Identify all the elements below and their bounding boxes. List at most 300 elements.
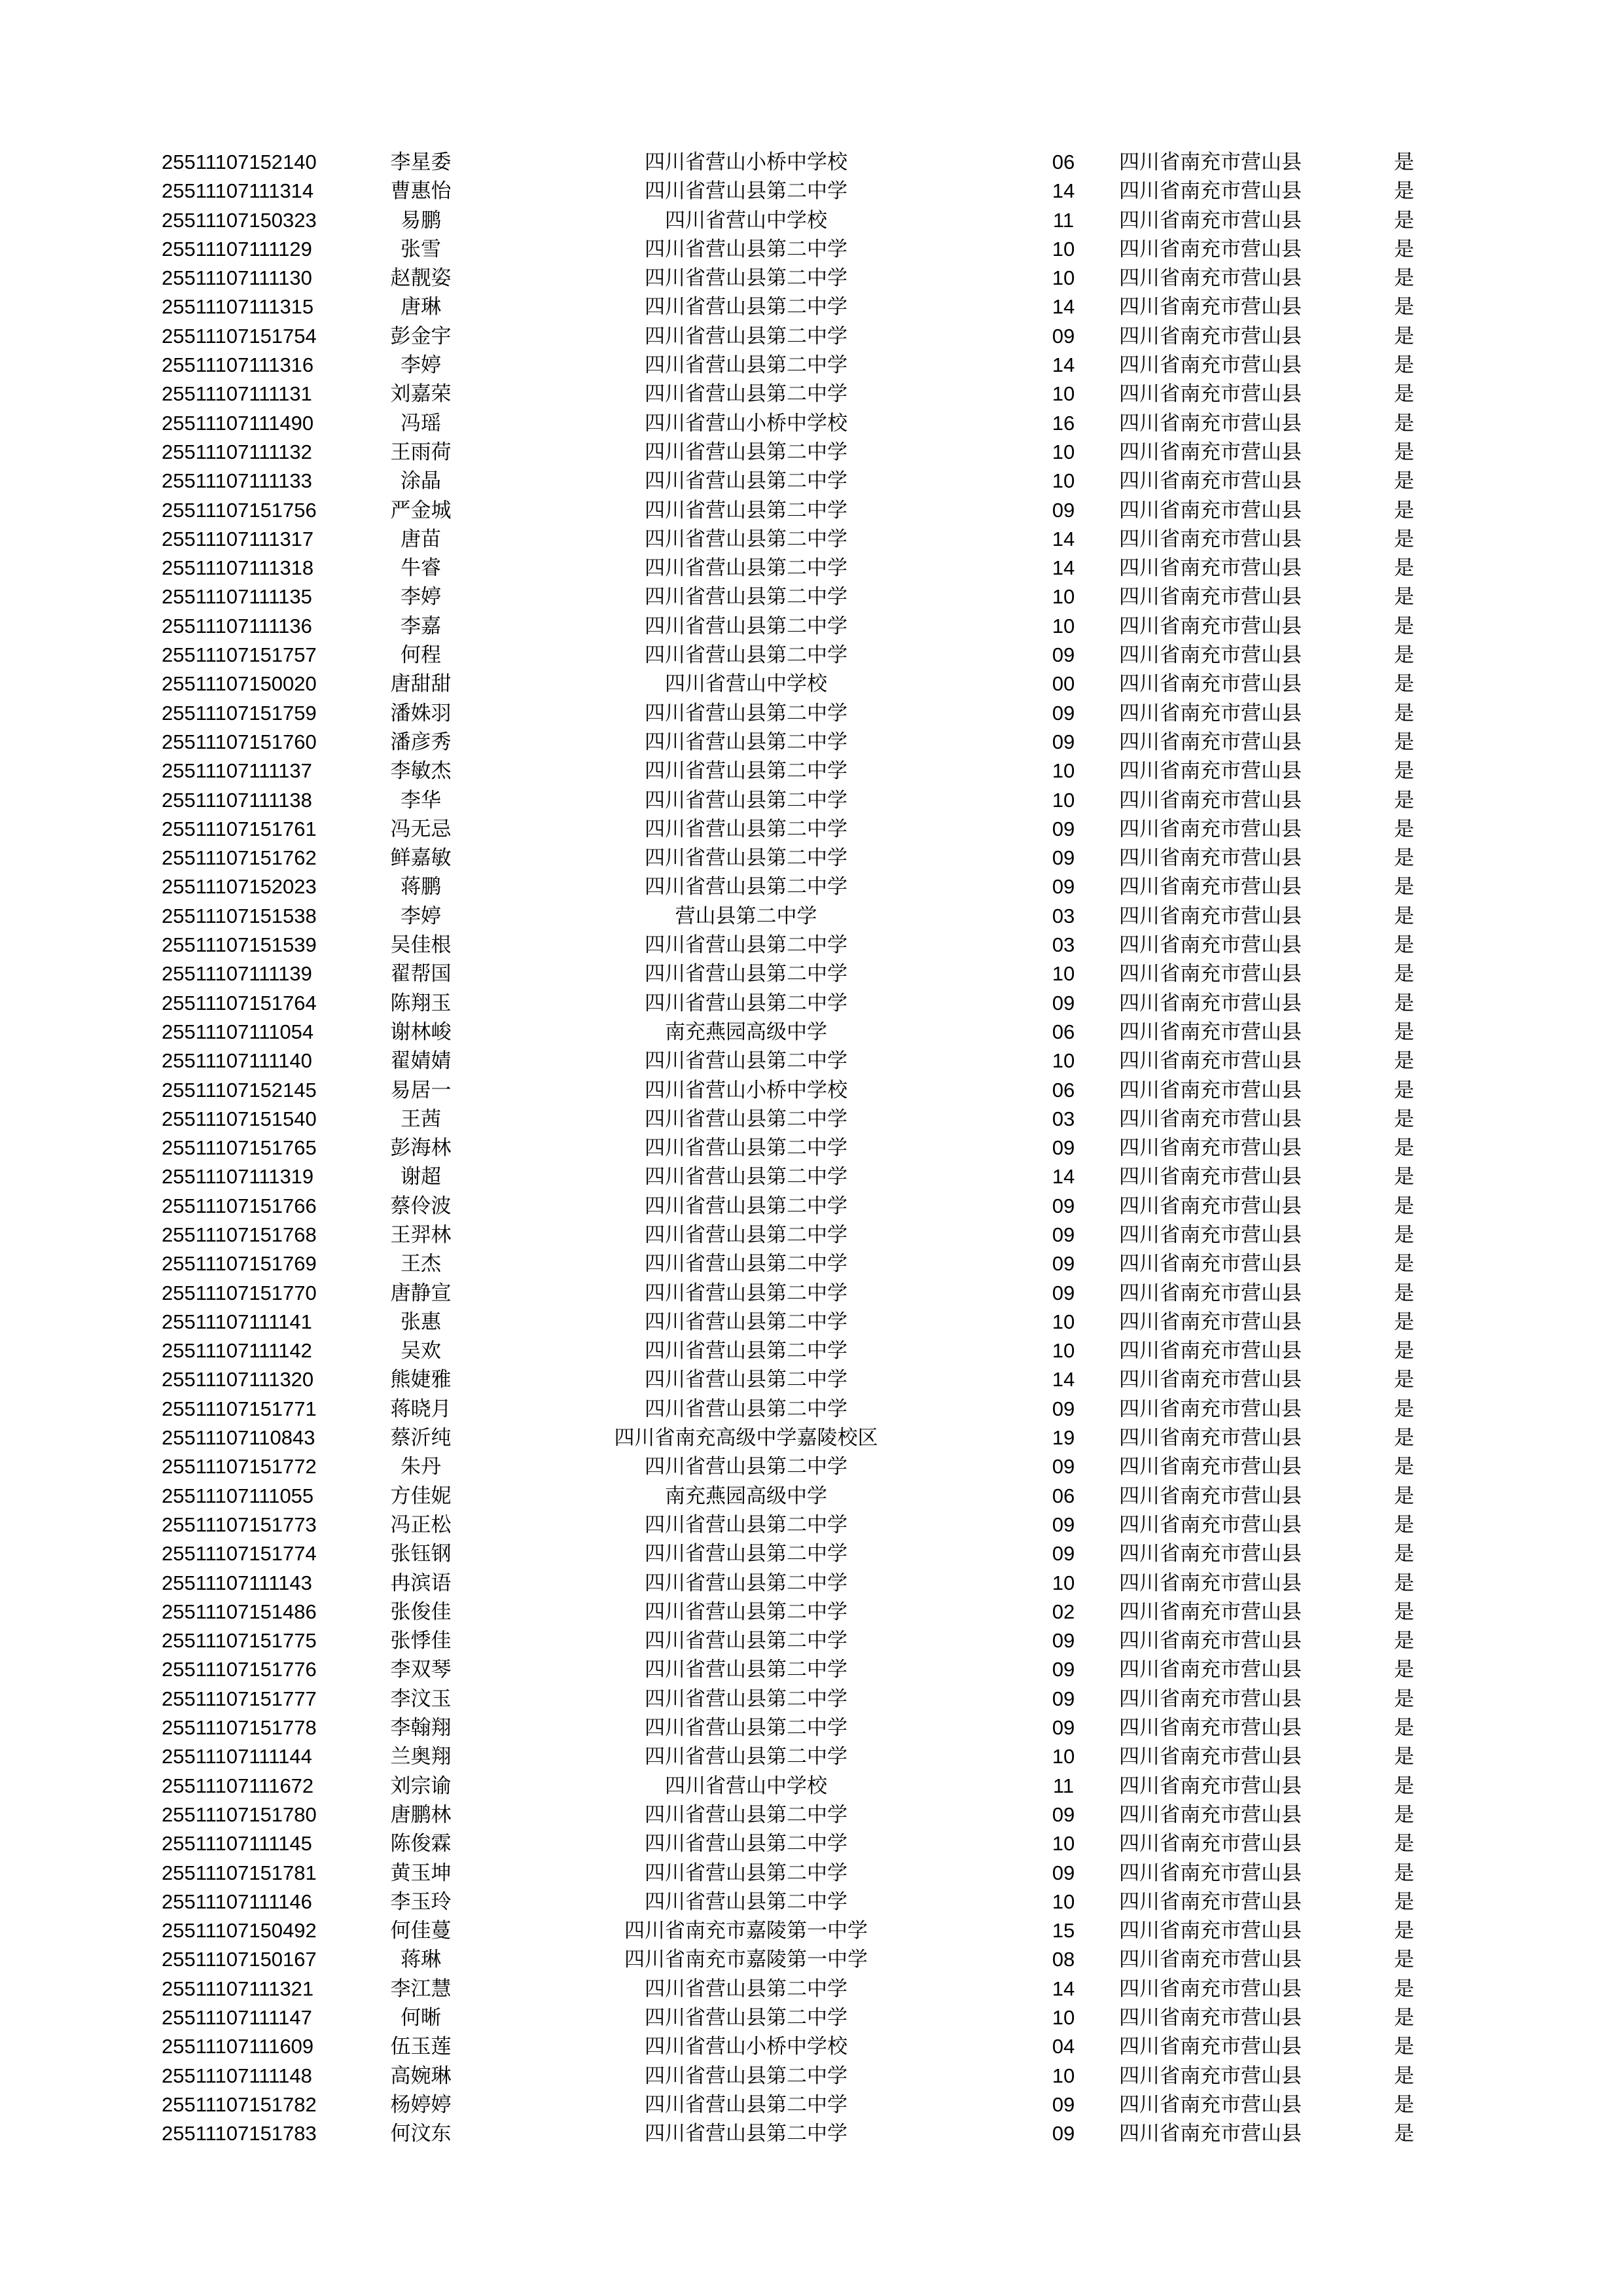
student-name-cell: 翟帮国 xyxy=(390,962,452,986)
region-cell: 四川省南充市营山县 xyxy=(1119,498,1302,522)
student-name-cell: 何汶东 xyxy=(390,2122,452,2146)
flag-cell: 是 xyxy=(1394,1890,1414,1914)
region-cell: 四川省南充市营山县 xyxy=(1119,962,1302,986)
flag-cell: 是 xyxy=(1394,1252,1414,1276)
school-name-cell: 四川省营山县第二中学 xyxy=(645,1571,847,1595)
code-cell: 06 xyxy=(1052,151,1075,173)
flag-cell: 是 xyxy=(1394,266,1414,291)
flag-cell: 是 xyxy=(1394,730,1414,754)
school-name-cell: 四川省营山县第二中学 xyxy=(645,353,847,378)
candidate-id-cell: 25511107151775 xyxy=(162,1629,317,1653)
student-name-cell: 张俊佳 xyxy=(390,1600,452,1624)
region-cell: 四川省南充市营山县 xyxy=(1119,1513,1302,1537)
table-row xyxy=(0,1221,1623,1249)
school-name-cell: 四川省营山县第二中学 xyxy=(645,991,847,1015)
school-name-cell: 四川省营山县第二中学 xyxy=(645,585,847,609)
student-name-cell: 鲜嘉敏 xyxy=(390,846,452,870)
code-cell: 02 xyxy=(1052,1600,1075,1623)
code-cell: 10 xyxy=(1052,1745,1075,1768)
candidate-id-cell: 25511107111130 xyxy=(162,266,312,290)
candidate-id-cell: 25511107150323 xyxy=(162,208,317,232)
region-cell: 四川省南充市营山县 xyxy=(1119,1977,1302,2001)
school-name-cell: 四川省营山县第二中学 xyxy=(645,1658,847,1682)
code-cell: 10 xyxy=(1052,788,1075,812)
candidate-id-cell: 25511107151762 xyxy=(162,846,317,870)
candidate-id-cell: 25511107152023 xyxy=(162,875,317,899)
candidate-id-cell: 25511107111132 xyxy=(162,440,312,463)
school-name-cell: 四川省营山县第二中学 xyxy=(645,1687,847,1711)
school-name-cell: 四川省营山县第二中学 xyxy=(645,1832,847,1856)
region-cell: 四川省南充市营山县 xyxy=(1119,1136,1302,1160)
school-name-cell: 四川省营山县第二中学 xyxy=(645,1136,847,1160)
region-cell: 四川省南充市营山县 xyxy=(1119,1774,1302,1798)
flag-cell: 是 xyxy=(1394,1948,1414,1972)
student-name-cell: 蒋鹏 xyxy=(401,875,441,899)
flag-cell: 是 xyxy=(1394,179,1414,204)
flag-cell: 是 xyxy=(1394,701,1414,725)
table-row xyxy=(0,1511,1623,1539)
school-name-cell: 四川省营山县第二中学 xyxy=(645,2006,847,2030)
school-name-cell: 四川省南充市嘉陵第一中学 xyxy=(624,1948,868,1972)
candidate-id-cell: 25511107111136 xyxy=(162,614,312,637)
table-row xyxy=(0,1279,1623,1308)
code-cell: 14 xyxy=(1052,179,1075,203)
region-cell: 四川省南充市营山县 xyxy=(1119,1861,1302,1885)
school-name-cell: 四川省营山县第二中学 xyxy=(645,2092,847,2117)
region-cell: 四川省南充市营山县 xyxy=(1119,1165,1302,1189)
flag-cell: 是 xyxy=(1394,2035,1414,2059)
candidate-id-cell: 25511107111148 xyxy=(162,2064,312,2087)
region-cell: 四川省南充市营山县 xyxy=(1119,904,1302,928)
student-name-cell: 朱丹 xyxy=(401,1455,441,1479)
table-row xyxy=(0,1916,1623,1945)
candidate-id-cell: 25511107111144 xyxy=(162,1745,312,1768)
flag-cell: 是 xyxy=(1394,1629,1414,1653)
school-name-cell: 四川省营山小桥中学校 xyxy=(645,2035,847,2059)
table-row xyxy=(0,235,1623,264)
code-cell: 19 xyxy=(1052,1426,1075,1450)
school-name-cell: 四川省营山县第二中学 xyxy=(645,730,847,754)
student-name-cell: 易居一 xyxy=(390,1078,452,1102)
student-name-cell: 翟婧婧 xyxy=(390,1049,452,1073)
flag-cell: 是 xyxy=(1394,1484,1414,1508)
candidate-id-cell: 25511107151777 xyxy=(162,1687,317,1710)
region-cell: 四川省南充市营山县 xyxy=(1119,1194,1302,1218)
student-name-cell: 王茜 xyxy=(401,1107,441,1131)
table-row xyxy=(0,612,1623,641)
school-name-cell: 四川省南充高级中学嘉陵校区 xyxy=(614,1426,878,1450)
code-cell: 10 xyxy=(1052,585,1075,609)
student-name-cell: 刘嘉荣 xyxy=(390,382,452,406)
school-name-cell: 四川省营山县第二中学 xyxy=(645,498,847,522)
school-name-cell: 营山县第二中学 xyxy=(675,904,817,928)
candidate-id-cell: 25511107151781 xyxy=(162,1861,317,1884)
student-name-cell: 蒋晓月 xyxy=(390,1397,452,1421)
candidate-id-cell: 25511107111135 xyxy=(162,585,312,609)
flag-cell: 是 xyxy=(1394,382,1414,406)
flag-cell: 是 xyxy=(1394,1165,1414,1189)
student-name-cell: 伍玉莲 xyxy=(390,2035,452,2059)
student-name-cell: 兰奥翔 xyxy=(390,1745,452,1769)
flag-cell: 是 xyxy=(1394,585,1414,609)
school-name-cell: 四川省营山小桥中学校 xyxy=(645,151,847,174)
student-name-cell: 冉滨语 xyxy=(390,1571,452,1595)
table-row xyxy=(0,728,1623,757)
flag-cell: 是 xyxy=(1394,1194,1414,1218)
table-row xyxy=(0,177,1623,206)
code-cell: 10 xyxy=(1052,1571,1075,1594)
region-cell: 四川省南充市营山县 xyxy=(1119,1078,1302,1102)
candidate-id-cell: 25511107111141 xyxy=(162,1310,312,1333)
table-row xyxy=(0,1482,1623,1511)
school-name-cell: 四川省营山中学校 xyxy=(665,208,827,232)
region-cell: 四川省南充市营山县 xyxy=(1119,788,1302,812)
candidate-id-cell: 25511107110843 xyxy=(162,1426,315,1450)
code-cell: 09 xyxy=(1052,1194,1075,1217)
student-name-cell: 吴佳根 xyxy=(390,933,452,958)
region-cell: 四川省南充市营山县 xyxy=(1119,643,1302,668)
table-row xyxy=(0,1598,1623,1626)
student-name-cell: 易鹏 xyxy=(401,208,441,232)
flag-cell: 是 xyxy=(1394,1020,1414,1044)
candidate-id-cell: 25511107111146 xyxy=(162,1890,312,1913)
student-name-cell: 李玉玲 xyxy=(390,1890,452,1914)
candidate-id-cell: 25511107151760 xyxy=(162,730,317,753)
school-name-cell: 四川省营山县第二中学 xyxy=(645,1107,847,1131)
student-name-cell: 何程 xyxy=(401,643,441,668)
code-cell: 10 xyxy=(1052,759,1075,783)
student-name-cell: 谢林峻 xyxy=(390,1020,452,1044)
candidate-id-cell: 25511107151539 xyxy=(162,933,317,957)
code-cell: 10 xyxy=(1052,440,1075,463)
code-cell: 04 xyxy=(1052,2035,1075,2058)
table-row xyxy=(0,1888,1623,1916)
student-name-cell: 李婷 xyxy=(401,353,441,378)
student-name-cell: 刘宗谕 xyxy=(390,1774,452,1798)
table-row xyxy=(0,786,1623,815)
code-cell: 15 xyxy=(1052,1919,1075,1943)
flag-cell: 是 xyxy=(1394,1977,1414,2001)
code-cell: 11 xyxy=(1052,1774,1075,1797)
table-row xyxy=(0,1685,1623,1713)
student-name-cell: 李嘉 xyxy=(401,614,441,638)
code-cell: 10 xyxy=(1052,237,1075,260)
region-cell: 四川省南充市营山县 xyxy=(1119,353,1302,378)
table-row xyxy=(0,1249,1623,1278)
school-name-cell: 四川省营山县第二中学 xyxy=(645,1281,847,1305)
candidate-id-cell: 25511107111318 xyxy=(162,556,314,580)
flag-cell: 是 xyxy=(1394,846,1414,870)
student-name-cell: 吴欢 xyxy=(401,1339,441,1363)
school-name-cell: 四川省营山县第二中学 xyxy=(645,759,847,783)
candidate-id-cell: 25511107151768 xyxy=(162,1223,317,1246)
code-cell: 10 xyxy=(1052,1310,1075,1333)
candidate-id-cell: 25511107111138 xyxy=(162,788,312,812)
code-cell: 16 xyxy=(1052,411,1075,435)
region-cell: 四川省南充市营山县 xyxy=(1119,469,1302,493)
candidate-id-cell: 25511107111321 xyxy=(162,1977,314,2000)
code-cell: 14 xyxy=(1052,1165,1075,1189)
school-name-cell: 四川省营山中学校 xyxy=(665,1774,827,1798)
candidate-id-cell: 25511107111145 xyxy=(162,1832,312,1856)
code-cell: 14 xyxy=(1052,295,1075,319)
flag-cell: 是 xyxy=(1394,1832,1414,1856)
table-row xyxy=(0,1076,1623,1105)
student-name-cell: 唐苗 xyxy=(401,527,441,551)
school-name-cell: 四川省营山县第二中学 xyxy=(645,1600,847,1624)
candidate-id-cell: 25511107111609 xyxy=(162,2035,314,2058)
region-cell: 四川省南充市营山县 xyxy=(1119,1571,1302,1595)
flag-cell: 是 xyxy=(1394,1861,1414,1885)
table-row xyxy=(0,1742,1623,1771)
candidate-id-cell: 25511107150020 xyxy=(162,672,317,696)
student-name-cell: 冯无忌 xyxy=(390,817,452,841)
region-cell: 四川省南充市营山县 xyxy=(1119,1484,1302,1508)
region-cell: 四川省南充市营山县 xyxy=(1119,1687,1302,1711)
region-cell: 四川省南充市营山县 xyxy=(1119,759,1302,783)
region-cell: 四川省南充市营山县 xyxy=(1119,1629,1302,1653)
school-name-cell: 四川省营山县第二中学 xyxy=(645,1165,847,1189)
table-row xyxy=(0,1336,1623,1365)
table-row xyxy=(0,844,1623,872)
flag-cell: 是 xyxy=(1394,672,1414,696)
student-name-cell: 彭金宇 xyxy=(390,324,452,348)
code-cell: 10 xyxy=(1052,1832,1075,1856)
student-name-cell: 曹惠怡 xyxy=(390,179,452,204)
region-cell: 四川省南充市营山县 xyxy=(1119,1426,1302,1450)
school-name-cell: 四川省营山县第二中学 xyxy=(645,382,847,406)
candidate-id-cell: 25511107151773 xyxy=(162,1513,317,1536)
candidate-id-cell: 25511107151766 xyxy=(162,1194,317,1217)
table-row xyxy=(0,1018,1623,1047)
student-name-cell: 张悸佳 xyxy=(390,1629,452,1653)
region-cell: 四川省南充市营山县 xyxy=(1119,846,1302,870)
flag-cell: 是 xyxy=(1394,1397,1414,1421)
school-name-cell: 四川省营山县第二中学 xyxy=(645,1861,847,1885)
candidate-id-cell: 25511107151540 xyxy=(162,1107,317,1130)
table-row xyxy=(0,1655,1623,1684)
candidate-id-cell: 25511107150167 xyxy=(162,1948,317,1971)
flag-cell: 是 xyxy=(1394,933,1414,958)
school-name-cell: 南充燕园高级中学 xyxy=(665,1020,827,1044)
table-row xyxy=(0,496,1623,525)
flag-cell: 是 xyxy=(1394,440,1414,464)
table-row xyxy=(0,960,1623,988)
code-cell: 09 xyxy=(1052,1658,1075,1681)
table-row xyxy=(0,1424,1623,1452)
region-cell: 四川省南充市营山县 xyxy=(1119,614,1302,638)
table-row xyxy=(0,1162,1623,1191)
candidate-id-cell: 25511107111140 xyxy=(162,1049,312,1073)
table-row xyxy=(0,1569,1623,1598)
region-cell: 四川省南充市营山县 xyxy=(1119,701,1302,725)
school-name-cell: 四川省营山县第二中学 xyxy=(645,1542,847,1566)
candidate-id-cell: 25511107111142 xyxy=(162,1339,312,1363)
table-row xyxy=(0,351,1623,380)
code-cell: 09 xyxy=(1052,1252,1075,1276)
student-name-cell: 陈俊霖 xyxy=(390,1832,452,1856)
table-row xyxy=(0,1829,1623,1858)
region-cell: 四川省南充市营山县 xyxy=(1119,556,1302,581)
school-name-cell: 四川省营山县第二中学 xyxy=(645,1977,847,2001)
flag-cell: 是 xyxy=(1394,208,1414,232)
flag-cell: 是 xyxy=(1394,556,1414,581)
region-cell: 四川省南充市营山县 xyxy=(1119,266,1302,291)
flag-cell: 是 xyxy=(1394,1136,1414,1160)
candidate-id-cell: 25511107150492 xyxy=(162,1919,317,1943)
table-row xyxy=(0,1105,1623,1134)
table-row xyxy=(0,2032,1623,2061)
student-name-cell: 李汶玉 xyxy=(390,1687,452,1711)
region-cell: 四川省南充市营山县 xyxy=(1119,208,1302,232)
candidate-id-cell: 25511107111137 xyxy=(162,759,312,783)
student-name-cell: 杨婷婷 xyxy=(390,2092,452,2117)
school-name-cell: 四川省营山县第二中学 xyxy=(645,1890,847,1914)
student-name-cell: 高婉琳 xyxy=(390,2064,452,2088)
candidate-id-cell: 25511107111133 xyxy=(162,469,312,493)
school-name-cell: 四川省营山县第二中学 xyxy=(645,1716,847,1740)
code-cell: 14 xyxy=(1052,1368,1075,1391)
code-cell: 09 xyxy=(1052,730,1075,753)
student-name-cell: 彭海林 xyxy=(390,1136,452,1160)
region-cell: 四川省南充市营山县 xyxy=(1119,382,1302,406)
school-name-cell: 四川省营山县第二中学 xyxy=(645,846,847,870)
region-cell: 四川省南充市营山县 xyxy=(1119,1542,1302,1566)
code-cell: 09 xyxy=(1052,846,1075,870)
candidate-id-cell: 25511107151754 xyxy=(162,324,317,348)
candidate-id-cell: 25511107152140 xyxy=(162,151,317,173)
table-row xyxy=(0,2062,1623,2090)
student-name-cell: 熊婕雅 xyxy=(390,1368,452,1392)
flag-cell: 是 xyxy=(1394,1658,1414,1682)
candidate-id-cell: 25511107151778 xyxy=(162,1716,317,1740)
table-row xyxy=(0,872,1623,901)
code-cell: 03 xyxy=(1052,1107,1075,1130)
school-name-cell: 四川省营山县第二中学 xyxy=(645,1803,847,1827)
region-cell: 四川省南充市营山县 xyxy=(1119,1107,1302,1131)
table-row xyxy=(0,1539,1623,1568)
student-name-cell: 何佳蔓 xyxy=(390,1919,452,1943)
table-row xyxy=(0,148,1623,177)
code-cell: 09 xyxy=(1052,1136,1075,1160)
student-name-cell: 李江慧 xyxy=(390,1977,452,2001)
candidate-id-cell: 25511107151756 xyxy=(162,498,317,522)
student-name-cell: 潘彦秀 xyxy=(390,730,452,754)
table-row xyxy=(0,1047,1623,1075)
code-cell: 00 xyxy=(1052,672,1075,696)
flag-cell: 是 xyxy=(1394,817,1414,841)
school-name-cell: 四川省营山县第二中学 xyxy=(645,1310,847,1334)
student-name-cell: 谢超 xyxy=(401,1165,441,1189)
region-cell: 四川省南充市营山县 xyxy=(1119,237,1302,261)
flag-cell: 是 xyxy=(1394,1107,1414,1131)
flag-cell: 是 xyxy=(1394,353,1414,378)
region-cell: 四川省南充市营山县 xyxy=(1119,1223,1302,1247)
student-name-cell: 唐鹏林 xyxy=(390,1803,452,1827)
code-cell: 10 xyxy=(1052,2006,1075,2029)
flag-cell: 是 xyxy=(1394,991,1414,1015)
school-name-cell: 四川省营山中学校 xyxy=(665,672,827,696)
student-name-cell: 李翰翔 xyxy=(390,1716,452,1740)
code-cell: 14 xyxy=(1052,527,1075,550)
flag-cell: 是 xyxy=(1394,411,1414,435)
student-name-cell: 蔡伶波 xyxy=(390,1194,452,1218)
region-cell: 四川省南充市营山县 xyxy=(1119,991,1302,1015)
code-cell: 10 xyxy=(1052,962,1075,986)
region-cell: 四川省南充市营山县 xyxy=(1119,1339,1302,1363)
table-row xyxy=(0,1945,1623,1974)
school-name-cell: 四川省营山小桥中学校 xyxy=(645,411,847,435)
table-row xyxy=(0,264,1623,293)
table-row xyxy=(0,1975,1623,2003)
region-cell: 四川省南充市营山县 xyxy=(1119,2092,1302,2117)
candidate-id-cell: 25511107111055 xyxy=(162,1484,314,1507)
code-cell: 09 xyxy=(1052,498,1075,522)
table-row xyxy=(0,2090,1623,2119)
school-name-cell: 四川省营山县第二中学 xyxy=(645,527,847,551)
flag-cell: 是 xyxy=(1394,759,1414,783)
table-row xyxy=(0,583,1623,611)
school-name-cell: 四川省营山县第二中学 xyxy=(645,1223,847,1247)
region-cell: 四川省南充市营山县 xyxy=(1119,1455,1302,1479)
region-cell: 四川省南充市营山县 xyxy=(1119,527,1302,551)
student-name-cell: 严金城 xyxy=(390,498,452,522)
student-name-cell: 李敏杰 xyxy=(390,759,452,783)
candidate-id-cell: 25511107151765 xyxy=(162,1136,317,1160)
table-row xyxy=(0,670,1623,698)
region-cell: 四川省南充市营山县 xyxy=(1119,1310,1302,1334)
flag-cell: 是 xyxy=(1394,2122,1414,2146)
school-name-cell: 四川省营山县第二中学 xyxy=(645,1049,847,1073)
school-name-cell: 四川省营山县第二中学 xyxy=(645,1368,847,1392)
table-row xyxy=(0,1859,1623,1888)
flag-cell: 是 xyxy=(1394,1687,1414,1711)
flag-cell: 是 xyxy=(1394,614,1414,638)
code-cell: 10 xyxy=(1052,614,1075,637)
code-cell: 09 xyxy=(1052,2092,1075,2116)
flag-cell: 是 xyxy=(1394,1803,1414,1827)
student-name-cell: 唐琳 xyxy=(401,295,441,319)
school-name-cell: 四川省营山县第二中学 xyxy=(645,179,847,204)
code-cell: 09 xyxy=(1052,324,1075,348)
region-cell: 四川省南充市营山县 xyxy=(1119,411,1302,435)
student-name-cell: 唐静宣 xyxy=(390,1281,452,1305)
student-name-cell: 黄玉坤 xyxy=(390,1861,452,1885)
student-name-cell: 冯瑶 xyxy=(401,411,441,435)
flag-cell: 是 xyxy=(1394,1310,1414,1334)
school-name-cell: 四川省营山县第二中学 xyxy=(645,440,847,464)
candidate-id-cell: 25511107151783 xyxy=(162,2122,317,2145)
region-cell: 四川省南充市营山县 xyxy=(1119,1368,1302,1392)
flag-cell: 是 xyxy=(1394,1426,1414,1450)
flag-cell: 是 xyxy=(1394,904,1414,928)
candidate-id-cell: 25511107151770 xyxy=(162,1281,317,1304)
student-name-cell: 潘姝羽 xyxy=(390,701,452,725)
table-row xyxy=(0,1308,1623,1336)
region-cell: 四川省南充市营山县 xyxy=(1119,151,1302,174)
student-name-cell: 张惠 xyxy=(401,1310,441,1334)
region-cell: 四川省南充市营山县 xyxy=(1119,933,1302,958)
region-cell: 四川省南充市营山县 xyxy=(1119,730,1302,754)
flag-cell: 是 xyxy=(1394,151,1414,174)
flag-cell: 是 xyxy=(1394,2092,1414,2117)
student-name-cell: 牛睿 xyxy=(401,556,441,581)
table-row xyxy=(0,206,1623,235)
flag-cell: 是 xyxy=(1394,1542,1414,1566)
table-row xyxy=(0,525,1623,554)
region-cell: 四川省南充市营山县 xyxy=(1119,1919,1302,1943)
school-name-cell: 四川省营山县第二中学 xyxy=(645,788,847,812)
